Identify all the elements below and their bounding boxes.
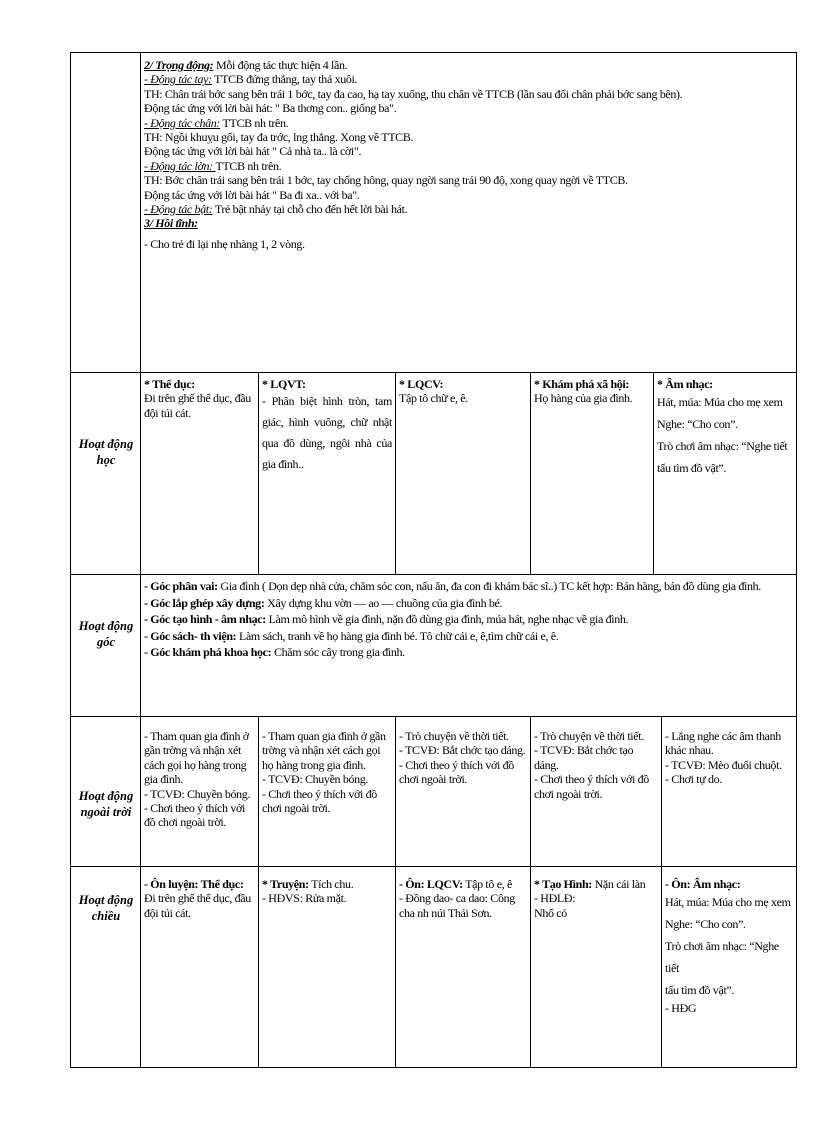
exercise-line: TH: Bớc chân trái sang bên trái 1 bớc, tay chống hông, quay ngời sang trái 90 độ, xong quay ngời về TTCB. bbox=[144, 173, 628, 188]
chieu-col-5 bbox=[665, 877, 793, 1067]
activity-text: - Phân biệt hình tròn, tam giác, hình vuông, chữ nhật qua đồ dùng, ngôi nhà của gia đình.. bbox=[262, 394, 392, 472]
row-label-chieu bbox=[72, 892, 140, 924]
row-label-line: chiều bbox=[91, 909, 121, 923]
exercise-line: TH: Ngồi khuỵu gối, tay đa trớc, lng thẳng. Xong về TTCB. bbox=[144, 130, 414, 145]
chieu-col-4 bbox=[534, 877, 658, 997]
corner-text: Chăm sóc cây trong gia đình. bbox=[271, 645, 405, 659]
corner-line bbox=[144, 644, 792, 661]
activity-text: - Chơi tự do. bbox=[665, 772, 722, 787]
activity-text: - HĐLĐ: bbox=[534, 891, 576, 906]
activity-text: Nghe: “Cho con”. bbox=[665, 917, 746, 932]
activity-text: - TCVĐ: Bắt chớc tạo dáng. bbox=[534, 743, 634, 772]
activity-title-line bbox=[262, 877, 392, 891]
activity-text: Đi trên ghế thể dục, đầu đội túi cát. bbox=[144, 891, 251, 920]
row-label-hoc bbox=[72, 436, 140, 468]
activity-text: - Chơi theo ý thích với đồ chơi ngoài trời. bbox=[399, 757, 514, 787]
ngoai-troi-col-4 bbox=[534, 729, 658, 865]
activity-text: Trò chơi âm nhạc: “Nghe tiết bbox=[665, 939, 779, 976]
row-label-line: Hoạt động bbox=[78, 619, 134, 633]
row-label-line: góc bbox=[96, 635, 116, 649]
ngoai-troi-col-5 bbox=[665, 729, 793, 865]
exercise-line bbox=[144, 116, 792, 130]
hoc-col-4 bbox=[534, 377, 652, 517]
activity-text: Nghe: “Cho con”. bbox=[657, 417, 738, 432]
corner-text: Xây dựng khu vờn — ao — chuồng của gia đình bé. bbox=[264, 595, 503, 610]
activity-title-line bbox=[534, 877, 658, 891]
col-divider bbox=[530, 372, 531, 574]
corner-name: - Góc lắp ghép xây dựng: bbox=[144, 595, 265, 610]
exercise-line: Động tác ứng với lời bài hát " Cả nhà ta.. là cời". bbox=[144, 144, 362, 159]
activity-text: - HĐG bbox=[665, 1001, 697, 1016]
ngoai-troi-col-3 bbox=[399, 729, 527, 865]
section-heading: 3/ Hồi tĩnh: bbox=[144, 216, 198, 231]
row-divider bbox=[70, 866, 797, 867]
activity-text: - TCVĐ: Mèo đuổi chuột. bbox=[665, 757, 782, 772]
corner-name: - Góc khám phá khoa học: bbox=[144, 645, 272, 659]
activity-text: - Chơi theo ý thích với đồ chơi ngoài trời. bbox=[534, 772, 649, 801]
corner-text: Làm sách, tranh về họ hàng gia đình bé. Tô chữ cái e, ê,tìm chữ cái e, ê. bbox=[236, 628, 559, 643]
exercise-line: TH: Chân trái bớc sang bên trái 1 bớc, tay đa cao, hạ tay xuống, thu chân về TTCB (lần sau đổi chân phải bớc sang bên). bbox=[144, 86, 683, 101]
activity-text: - Tham quan gia đình ở gần trờng và nhận xét cách gọi họ hàng trong gia đình. bbox=[262, 729, 386, 772]
activity-text: Hát, múa: Múa cho mẹ xem bbox=[657, 395, 783, 410]
corner-name: - Góc sách- th viện: bbox=[144, 628, 237, 643]
hoc-col-2 bbox=[262, 377, 392, 517]
exercise-text: TTCB nh trên. bbox=[215, 158, 282, 173]
goc-cell bbox=[144, 578, 792, 698]
hoc-col-1 bbox=[144, 377, 256, 517]
activity-text: - Trò chuyện về thời tiết. bbox=[399, 729, 509, 743]
activity-title: - Ôn luyện: Thể dục: bbox=[144, 877, 244, 891]
col-divider bbox=[395, 372, 396, 574]
col-divider bbox=[653, 372, 654, 574]
activity-text: - Chơi theo ý thích với đồ chơi ngoài trời. bbox=[144, 801, 245, 830]
hoc-col-5 bbox=[657, 377, 793, 521]
activity-text: Tập tô chữ e, ê. bbox=[399, 391, 468, 406]
row-label-line: Hoạt động bbox=[78, 789, 134, 803]
exercise-text: TTCB nh trên. bbox=[220, 115, 289, 130]
cooldown-heading bbox=[144, 216, 792, 230]
activity-text: Trò chơi âm nhạc: “Nghe tiết bbox=[657, 439, 788, 454]
activity-title: * Tạo Hình: bbox=[534, 877, 592, 891]
exercise-text: Trẻ bật nhảy tại chỗ cho đến hết lời bài hát. bbox=[212, 202, 408, 217]
exercise-line bbox=[144, 202, 792, 216]
col-divider bbox=[395, 716, 396, 1068]
activity-text: - HĐVS: Rửa mặt. bbox=[262, 891, 347, 906]
corner-line bbox=[144, 578, 792, 595]
corner-name: - Góc tạo hình - âm nhạc: bbox=[144, 612, 266, 626]
activity-text: Hát, múa: Múa cho mẹ xem bbox=[665, 895, 791, 910]
activity-title: * Truyện: bbox=[262, 877, 309, 891]
row-label-ngoai-troi bbox=[72, 788, 140, 820]
corner-name: - Góc phân vai: bbox=[144, 579, 218, 593]
exercise-heading: - Động tác tay: bbox=[144, 72, 212, 87]
activity-title: - Ôn: Âm nhạc: bbox=[665, 877, 741, 891]
chieu-col-1 bbox=[144, 877, 256, 997]
chieu-col-2 bbox=[262, 877, 392, 997]
row-label-line: Hoạt động bbox=[78, 893, 134, 907]
ngoai-troi-col-1 bbox=[144, 729, 256, 865]
hoc-col-3 bbox=[399, 377, 527, 517]
corner-line bbox=[144, 628, 792, 645]
section-text: Mỗi động tác thực hiện 4 lần. bbox=[213, 58, 348, 72]
activity-text: - TCVĐ: Bắt chớc tạo dáng. bbox=[399, 743, 526, 758]
activity-title: * LQCV: bbox=[399, 377, 444, 391]
row-label-line: học bbox=[96, 453, 116, 467]
table-border-left bbox=[70, 52, 71, 1068]
activity-text: Đi trên ghế thể dục, đầu đội túi cát. bbox=[144, 391, 251, 420]
activity-text: - Lắng nghe các âm thanh khác nhau. bbox=[665, 729, 781, 758]
corner-line bbox=[144, 611, 792, 628]
exercise-heading: - Động tác lờn: bbox=[144, 158, 216, 173]
col-divider bbox=[258, 716, 259, 1068]
activity-text: - Trò chuyện về thời tiết. bbox=[534, 729, 644, 743]
activity-text: Họ hàng của gia đình. bbox=[534, 391, 633, 406]
exercise-line: Động tác ứng với lời bài hát: " Ba thơng con.. giống ba". bbox=[144, 101, 397, 116]
activity-title: - Ôn: LQCV: bbox=[399, 877, 463, 891]
row-divider bbox=[70, 574, 797, 575]
activity-text: - TCVĐ: Chuyền bóng. bbox=[144, 786, 251, 801]
activity-title-line bbox=[399, 877, 527, 891]
chieu-col-3 bbox=[399, 877, 527, 997]
exercise-line: - Cho trẻ đi lại nhẹ nhàng 1, 2 vòng. bbox=[144, 236, 305, 251]
activity-title: * Khám phá xã hội: bbox=[534, 377, 630, 391]
activity-text: Nhổ cỏ bbox=[534, 905, 567, 920]
table-border-top bbox=[70, 52, 797, 53]
corner-line bbox=[144, 595, 792, 612]
exercise-text: TTCB đứng thẳng, tay thả xuôi. bbox=[211, 72, 358, 87]
activity-text: - Tham quan gia đình ở gần trờng và nhận xét cách gọi họ hàng trong gia đình. bbox=[144, 729, 249, 787]
activity-text: tấu tìm đồ vật”. bbox=[665, 983, 735, 998]
activity-title: * Âm nhạc: bbox=[657, 377, 713, 391]
activity-text: Tích chu. bbox=[308, 877, 354, 891]
row-label-line: ngoài trời bbox=[80, 805, 132, 819]
exercise-line: Động tác ứng với lời bài hát " Ba đi xa.. với ba". bbox=[144, 187, 360, 202]
label-column-divider bbox=[140, 52, 141, 1068]
corner-text: Gia đình ( Dọn dẹp nhà cửa, chăm sóc con, nấu ăn, đa con đi khám bác sĩ..) TC kết hợp: Bán hàng, bán đồ dùng gia đình. bbox=[217, 579, 761, 593]
exercise-line bbox=[144, 72, 792, 86]
table-border-bottom bbox=[70, 1067, 797, 1068]
col-divider bbox=[661, 716, 662, 1068]
row-divider bbox=[70, 716, 797, 717]
row-divider bbox=[70, 372, 797, 373]
activity-text: - TCVĐ: Chuyền bóng. bbox=[262, 772, 369, 787]
corner-text: Làm mô hình về gia đình, nặn đồ dùng gia đình, múa hát, nghe nhạc về gia đình. bbox=[265, 612, 629, 626]
activity-text: Tập tô e, ê bbox=[462, 877, 512, 891]
exercise-heading: - Động tác chân: bbox=[144, 115, 221, 130]
ngoai-troi-col-2 bbox=[262, 729, 392, 865]
activity-text: - Chơi theo ý thích với đồ chơi ngoài trời. bbox=[262, 786, 377, 816]
activity-text: Nặn cái làn bbox=[591, 877, 646, 891]
col-divider bbox=[530, 716, 531, 1068]
activity-title: * Thể dục: bbox=[144, 377, 195, 391]
section-heading: 2/ Trọng động: bbox=[144, 58, 214, 72]
warmup-heading-line bbox=[144, 58, 792, 72]
exercise-line bbox=[144, 159, 792, 173]
exercise-heading: - Động tác bật: bbox=[144, 202, 213, 217]
row-label-goc bbox=[72, 618, 140, 650]
activity-title: * LQVT: bbox=[262, 377, 306, 391]
morning-exercise-cell bbox=[144, 58, 792, 368]
table-border-right bbox=[796, 52, 797, 1068]
activity-text: tấu tìm đồ vật”. bbox=[657, 461, 727, 476]
activity-text: - Đồng dao- ca dao: Công cha nh núi Thái Sơn. bbox=[399, 891, 515, 920]
col-divider bbox=[258, 372, 259, 574]
row-label-line: Hoạt động bbox=[78, 437, 134, 451]
